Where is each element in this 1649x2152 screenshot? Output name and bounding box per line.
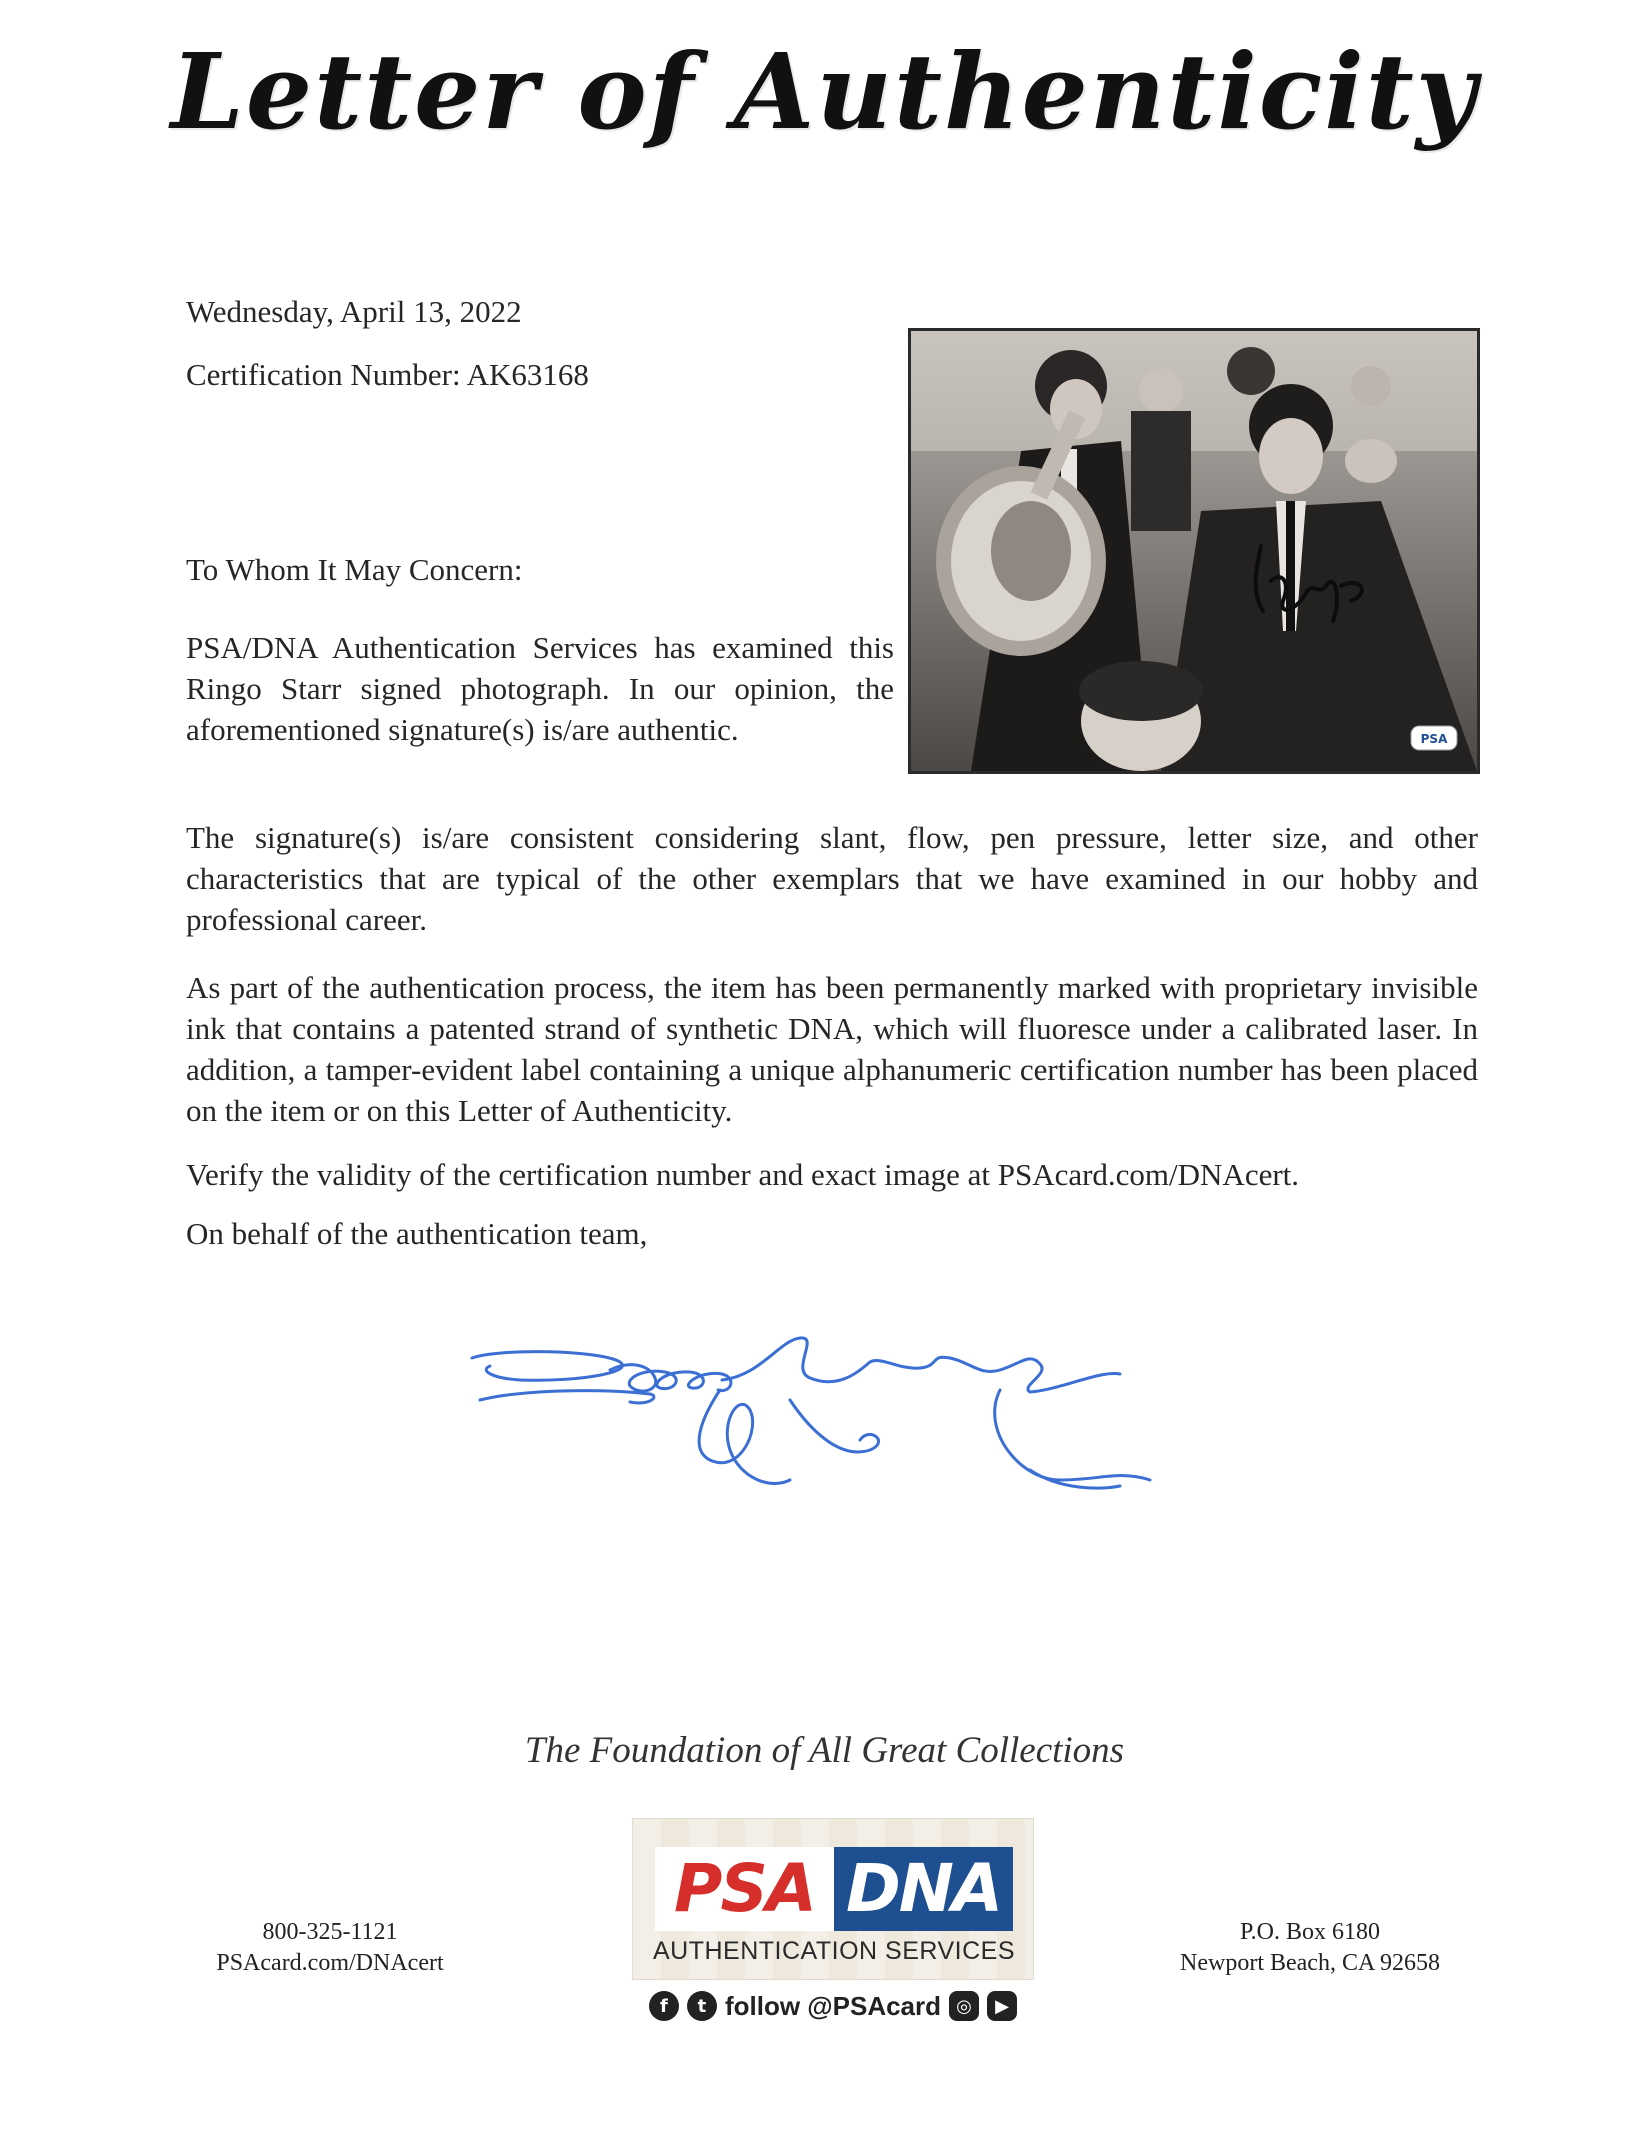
website-link[interactable]: PSAcard.com/DNAcert <box>216 1950 444 1976</box>
signed-photograph <box>908 328 1480 774</box>
paragraph-consistency: The signature(s) is/are consistent considering slant, flow, pen pressure, letter size, and other characteristics that are typical of the other exemplars that we have examined in our hobby and professional career. <box>186 820 1478 937</box>
footer-tagline: The Foundation of All Great Collections <box>524 1730 1125 1771</box>
social-links <box>632 1988 1034 2024</box>
photo-sticker-label: PSA <box>1420 732 1448 746</box>
closing-line: On behalf of the authentication team, <box>186 1216 648 1251</box>
logo-dna-text: DNA <box>834 1847 1013 1931</box>
authenticator-signature <box>460 1330 1180 1500</box>
po-box: P.O. Box 6180 <box>1239 1919 1381 1945</box>
paragraph-examination: PSA/DNA Authentication Services has examined this Ringo Starr signed photograph. In our opinion, the aforementioned signature(s) is/are authentic. <box>186 630 894 747</box>
social-handle[interactable]: follow @PSAcard <box>724 1990 942 2021</box>
logo-subtitle: AUTHENTICATION SERVICES <box>652 1937 1015 1965</box>
certification-number: Certification Number: AK63168 <box>186 357 589 392</box>
logo-psa-text: PSA <box>674 1850 815 1927</box>
twitter-icon[interactable]: t <box>687 1991 717 2021</box>
contact-right <box>1110 1917 1510 1979</box>
letter-title: Letter of Authenticity <box>170 30 1479 153</box>
youtube-icon[interactable]: ▶ <box>987 1991 1017 2021</box>
salutation: To Whom It May Concern: <box>186 552 523 587</box>
phone-number: 800-325-1121 <box>262 1919 398 1945</box>
instagram-icon[interactable]: ◎ <box>949 1991 979 2021</box>
psa-dna-logo <box>632 1818 1034 1980</box>
facebook-icon[interactable]: f <box>649 1991 679 2021</box>
contact-left <box>150 1917 510 1979</box>
paragraph-verify: Verify the validity of the certification number and exact image at PSAcard.com/DNAcert. <box>186 1157 1300 1192</box>
letter-date: Wednesday, April 13, 2022 <box>186 294 522 329</box>
photograph-image <box>911 331 1477 771</box>
city-address: Newport Beach, CA 92658 <box>1180 1950 1440 1976</box>
paragraph-dna-process: As part of the authentication process, the item has been permanently marked with proprietary invisible ink that contains a patented strand of synthetic DNA, which will fluoresce under a calibrated laser. In addition, a tamper-evident label containing a unique alphanumeric certification number has been placed on the item or on this Letter of Authenticity. <box>186 970 1478 1128</box>
